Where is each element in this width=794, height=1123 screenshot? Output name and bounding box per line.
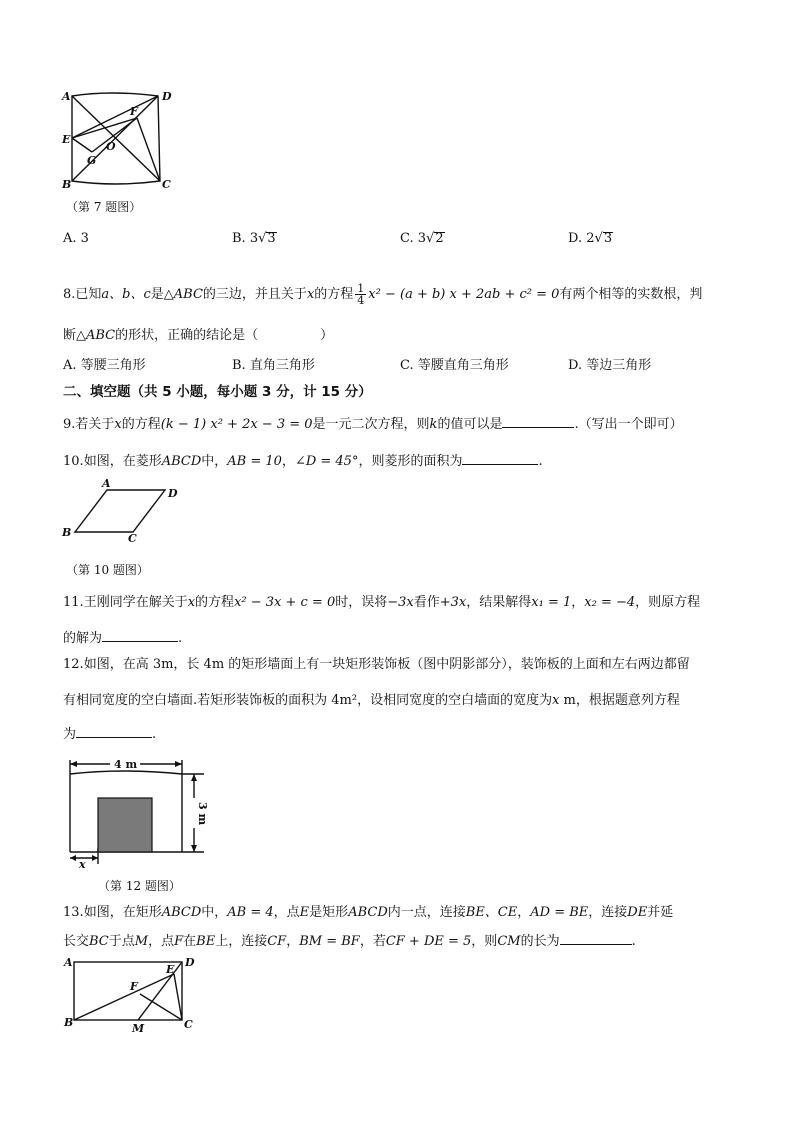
q8-choice-b: B. 直角三角形 <box>232 358 315 373</box>
q13-line1: 13.如图，在矩形ABCD中，AB = 4，点E是矩形ABCD内一点，连接BE、CE，AD = BE，连接DE并延 <box>63 905 674 920</box>
fig12-height-label: 3 m <box>196 802 209 826</box>
fig13-label-a: A <box>64 956 73 969</box>
fig7-label-e: E <box>62 133 71 146</box>
q11-answer-blank[interactable] <box>102 628 178 642</box>
fig10-caption: （第 10 题图） <box>66 563 149 577</box>
fig13-label-d: D <box>185 956 195 969</box>
q8-line2: 断△ABC的形状，正确的结论是（ ） <box>63 328 334 343</box>
fig7-label-c: C <box>162 178 171 191</box>
fig7-label-g: G <box>87 154 97 167</box>
fig7-label-b: B <box>62 178 72 191</box>
q12-answer-blank[interactable] <box>76 724 152 738</box>
q10-answer-blank[interactable] <box>462 451 538 465</box>
fig12-width-label: 4 m <box>114 758 138 771</box>
q8-line1: 8.已知a、b、c是△ABC的三边，并且关于x的方程 $\frac{1}{4}$ x² − (a + b) x + 2ab + c² = 0有两个相等的实数根，判 <box>63 282 703 307</box>
fig7-label-d: D <box>162 90 172 103</box>
fig13-label-c: C <box>184 1018 193 1031</box>
fig7-label-a: A <box>62 90 71 103</box>
fig12-x-label: x <box>79 858 86 870</box>
q8-choice-d: D. 等边三角形 <box>568 358 652 373</box>
fig7-label-o: O <box>106 140 116 153</box>
q10-line: 10.如图，在菱形ABCD中，AB = 10，∠D = 45°，则菱形的面积为 . <box>63 451 543 471</box>
q13-line2: 长交BC于点M，点F在BE上，连接CF，BM = BF，若CF + DE = 5，则CM的长为 . <box>63 931 636 951</box>
q11-line1: 11.王刚同学在解关于x的方程x² − 3x + c = 0时，误将−3x看作+3x，结果解得x₁ = 1，x₂ = −4，则原方程 <box>63 595 701 610</box>
q12-line3: 为 . <box>63 724 156 744</box>
q7-choice-d: D. 2√3 <box>568 231 613 246</box>
q12-line2: 有相同宽度的空白墙面.若矩形装饰板的面积为 4m²，设相同宽度的空白墙面的宽度为x m，根据题意列方程 <box>63 693 680 708</box>
fig12-caption: （第 12 题图） <box>98 879 181 893</box>
q7-choice-c: C. 3√2 <box>400 231 444 246</box>
q13-answer-blank[interactable] <box>560 931 632 945</box>
q8-fraction: $\frac{1}{4}$ <box>357 282 365 307</box>
section-title-fill-in: 二、填空题（共 5 小题，每小题 3 分，计 15 分） <box>63 384 372 400</box>
fig7-caption: （第 7 题图） <box>66 200 142 214</box>
fig10-label-b: B <box>62 526 72 539</box>
figure-12 <box>62 752 212 870</box>
figure-7 <box>60 88 180 193</box>
fig10-label-c: C <box>128 532 137 545</box>
q9-answer-blank[interactable] <box>502 414 574 428</box>
fig7-label-f: F <box>130 105 138 118</box>
fig10-label-a: A <box>102 478 111 490</box>
fig13-label-f: F <box>130 980 138 993</box>
q7-choice-b: B. 3√3 <box>232 231 276 246</box>
q11-line2: 的解为 . <box>63 628 182 648</box>
fig13-label-b: B <box>64 1016 74 1029</box>
q9-line: 9.若关于x的方程(k − 1) x² + 2x − 3 = 0是一元二次方程，则k的值可以是 .（写出一个即可） <box>63 414 683 434</box>
q8-choice-a: A. 等腰三角形 <box>63 358 146 373</box>
fig10-label-d: D <box>168 487 178 500</box>
q12-line1: 12.如图，在高 3m，长 4m 的矩形墙面上有一块矩形装饰板（图中阴影部分），装饰板的上面和左右两边都留 <box>63 657 690 672</box>
figure-10 <box>60 478 190 546</box>
q7-choice-a: A. 3 <box>63 231 89 246</box>
fig13-label-e: E <box>166 963 175 976</box>
q8-choice-c: C. 等腰直角三角形 <box>400 358 509 373</box>
figure-13 <box>62 952 202 1034</box>
fig13-label-m: M <box>132 1022 145 1034</box>
